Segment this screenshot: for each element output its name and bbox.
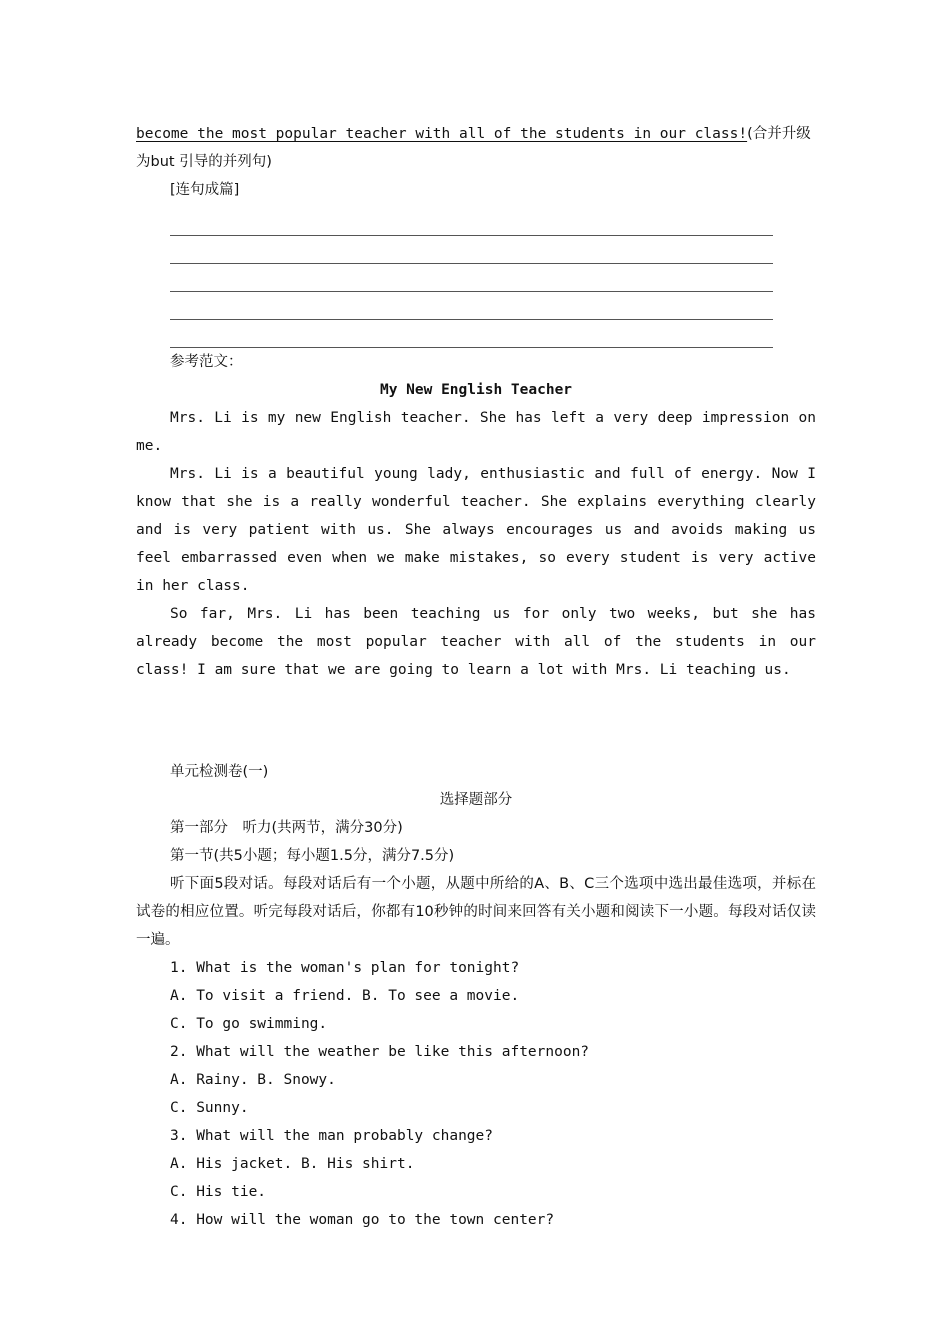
writing-blank-lines [136,204,816,348]
unit-title: 单元检测卷(一) [170,764,269,780]
option-c: C. To go swimming. [170,1016,328,1032]
spacer [136,684,816,758]
blank-line[interactable] [170,320,773,348]
blank-line[interactable] [170,292,773,320]
section-label: [连句成篇] [170,182,240,198]
document-content [136,120,816,1234]
options-ab: A. Rainy. B. Snowy. [170,1072,336,1088]
subsection-heading: 第一节(共5小题；每小题1.5分，满分7.5分) [170,848,455,864]
upgrade-note: (合并升级 [747,126,811,142]
section-heading: 选择题部分 [439,792,513,808]
question: 3. What will the man probably change? [170,1128,494,1144]
blank-line[interactable] [170,264,773,292]
option-c: C. Sunny. [170,1100,249,1116]
question: 4. How will the woman go to the town center? [170,1212,555,1228]
sample-paragraph: Mrs. Li is my new English teacher. She has left a very deep impression on me. [136,410,816,454]
upgrade-sentence [136,120,816,148]
options-ab: A. To visit a friend. B. To see a movie. [170,988,520,1004]
options-ab: A. His jacket. B. His shirt. [170,1156,415,1172]
instructions: 听下面5段对话。每段对话后有一个小题，从题中所给的A、B、C三个选项中选出最佳选项，并标在试卷的相应位置。听完每段对话后，你都有10秒钟的时间来回答有关小题和阅读下一小题。每段对话仅读一遍。 [136,876,816,948]
underlined-answer: become the most popular teacher with all of the students in our class! [136,126,748,142]
upgrade-note-continued: 为but 引导的并列句) [136,154,272,170]
sample-label: 参考范文： [170,354,243,370]
option-c: C. His tie. [170,1184,267,1200]
question: 1. What is the woman's plan for tonight? [170,960,520,976]
sample-paragraph: Mrs. Li is a beautiful young lady, enthusiastic and full of energy. Now I know that she is a really wonderful teacher. She explains everything clearly and is very patient with us. She always encourages us and avoids making us feel embarrassed even when we make mistakes, so every student is very active in her class. [136,466,816,594]
part-heading: 第一部分 听力(共两节，满分30分) [170,820,403,836]
blank-line[interactable] [170,236,773,264]
sample-paragraph: So far, Mrs. Li has been teaching us for only two weeks, but she has already become the most popular teacher with all of the students in our class! I am sure that we are going to learn a lot with Mrs. Li teaching us. [136,606,816,678]
blank-line[interactable] [170,208,773,236]
question: 2. What will the weather be like this afternoon? [170,1044,590,1060]
sample-title: My New English Teacher [379,382,573,398]
